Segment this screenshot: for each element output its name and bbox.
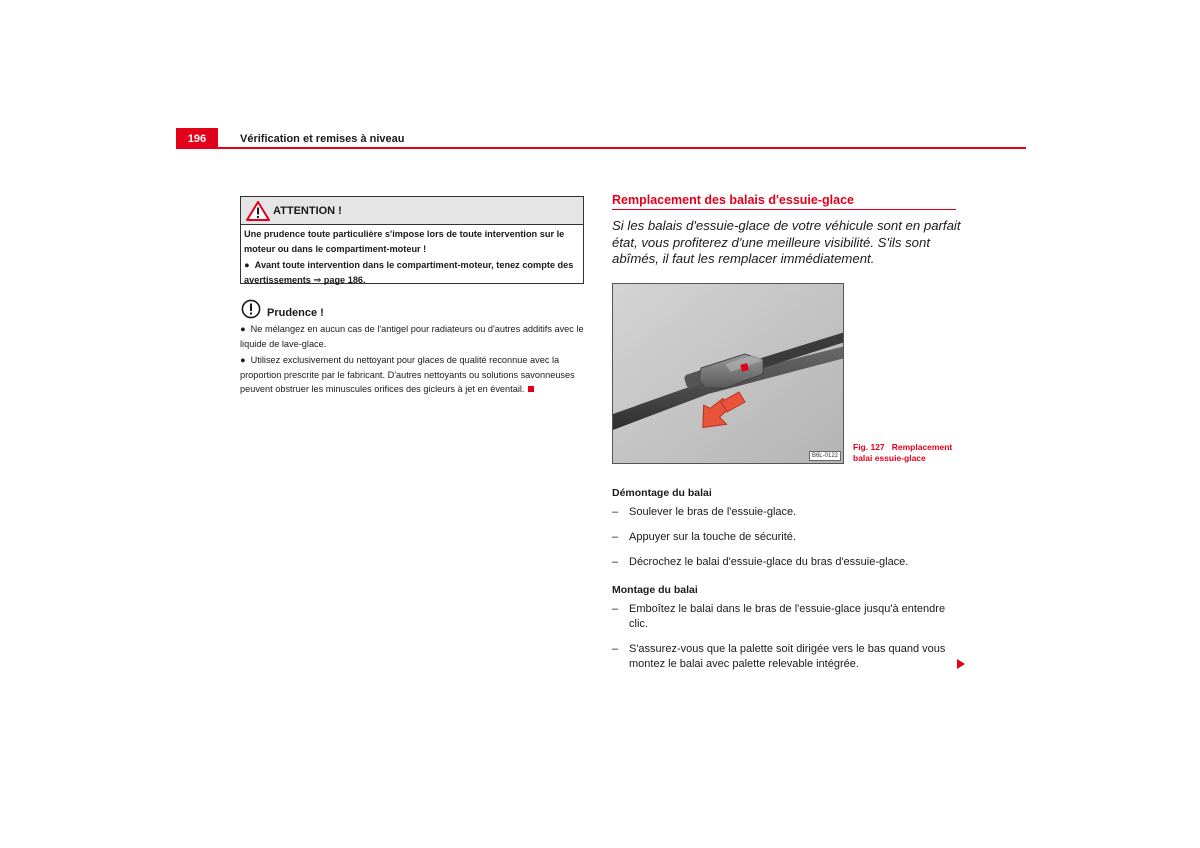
dash-marker: –	[612, 603, 619, 615]
section-heading-rule	[612, 209, 956, 210]
attention-title: ATTENTION !	[273, 205, 342, 217]
attention-page-ref[interactable]: ⇒ page 186.	[313, 275, 366, 285]
attention-bullet	[244, 258, 582, 288]
wiper-blade-illustration	[613, 284, 844, 464]
mount-heading: Montage du balai	[612, 584, 698, 596]
step-text: Soulever le bras de l'essuie-glace.	[629, 506, 797, 518]
removal-step	[612, 555, 957, 570]
prudence-bullet-text: Ne mélangez en aucun cas de l'antigel pour radiateurs ou d'autres additifs avec le liquide de lave-glace.	[240, 324, 584, 349]
attention-box	[240, 196, 584, 284]
section-end-marker	[528, 386, 534, 392]
dash-marker: –	[612, 556, 619, 568]
page-number: 196	[176, 128, 218, 148]
dash-marker: –	[612, 643, 619, 655]
removal-heading: Démontage du balai	[612, 487, 712, 499]
dash-marker: –	[612, 506, 619, 518]
figure-number: Fig. 127	[853, 442, 885, 452]
section-heading: Remplacement des balais d'essuie-glace	[612, 193, 854, 207]
attention-header	[241, 197, 583, 225]
figure-caption-text: Remplacement balai essuie-glace	[853, 442, 953, 463]
mount-step	[612, 602, 957, 632]
warning-triangle-icon	[246, 201, 270, 221]
step-text: S'assurez-vous que la palette soit dirigée vers le bas quand vous montez le balai avec palette relevable intégrée.	[629, 643, 946, 670]
continue-arrow-icon	[957, 659, 965, 669]
removal-step	[612, 530, 957, 545]
header-rule	[176, 147, 1026, 149]
figure-caption	[853, 442, 963, 464]
prudence-body	[240, 322, 585, 399]
step-text: Appuyer sur la touche de sécurité.	[629, 531, 796, 543]
bullet-icon: ●	[244, 260, 255, 270]
bullet-icon: ●	[240, 355, 251, 366]
attention-bullet-text: Avant toute intervention dans le compartiment-moteur, tenez compte des avertissements	[244, 260, 574, 285]
prudence-bullet-text: Utilisez exclusivement du nettoyant pour glaces de qualité reconnue avec la proportion prescrite par le fabricant. D'autres nettoyants ou solutions savonneuses peuvent obstruer les minuscules orifices des gicleurs à jet en éventail.	[240, 355, 575, 395]
dash-marker: –	[612, 531, 619, 543]
removal-step	[612, 505, 957, 520]
section-intro: Si les balais d'essuie-glace de votre véhicule sont en parfait état, vous profiterez d'une meilleure visibilité. S'ils sont abîmés, il faut les remplacer immédiatement.	[612, 218, 961, 266]
step-text: Emboîtez le balai dans le bras de l'essuie-glace jusqu'à entendre clic.	[629, 603, 946, 630]
prudence-bullet	[240, 322, 585, 351]
wiper-blade-figure	[612, 283, 844, 464]
attention-paragraph: Une prudence toute particulière s'impose lors de toute intervention sur le moteur ou dans le compartiment-moteur !	[244, 229, 565, 254]
mount-step	[612, 642, 957, 672]
bullet-icon: ●	[240, 324, 251, 334]
figure-code: B6L-0122	[809, 451, 841, 461]
attention-body	[244, 227, 582, 288]
step-text: Décrochez le balai d'essuie-glace du bras d'essuie-glace.	[629, 556, 909, 568]
prudence-exclamation-icon	[241, 299, 261, 319]
page-section-title: Vérification et remises à niveau	[240, 133, 405, 145]
prudence-bullet	[240, 353, 585, 397]
prudence-title: Prudence !	[267, 307, 324, 319]
